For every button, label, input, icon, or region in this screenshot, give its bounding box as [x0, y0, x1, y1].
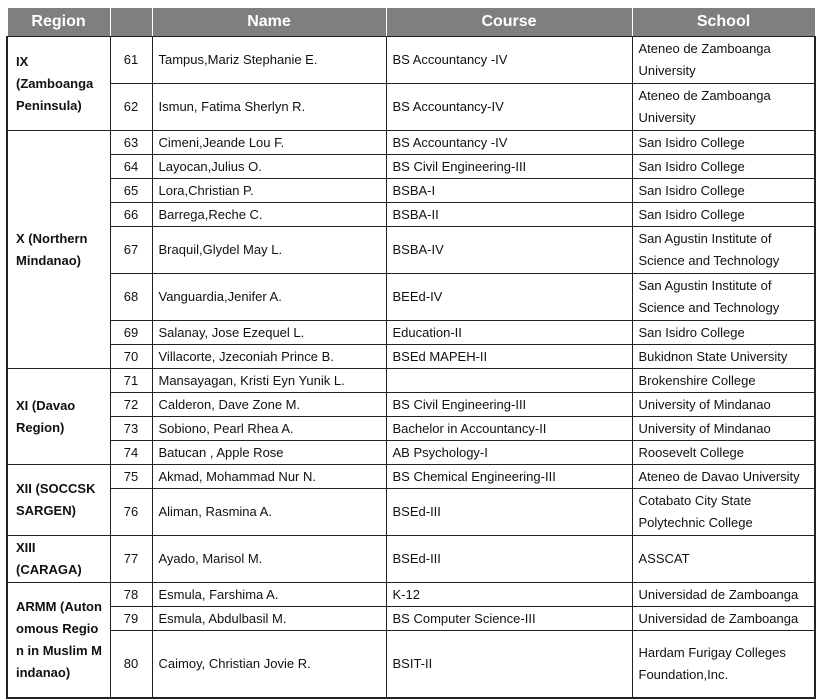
- table-row: [7, 321, 815, 345]
- row-number: 79: [110, 607, 152, 631]
- row-number: 67: [110, 227, 152, 274]
- row-number: 76: [110, 489, 152, 536]
- row-number: 63: [110, 131, 152, 155]
- table-row: [7, 417, 815, 441]
- school-cell: San Isidro College: [632, 131, 815, 155]
- name-cell: Barrega,Reche C.: [152, 203, 386, 227]
- row-number: 71: [110, 369, 152, 393]
- table-row: [7, 536, 815, 583]
- course-cell: BEEd-IV: [386, 274, 632, 321]
- region-cell: XIII (CARAGA): [7, 536, 110, 583]
- school-cell: Ateneo de Davao University: [632, 465, 815, 489]
- table-row: [7, 155, 815, 179]
- school-cell: San Isidro College: [632, 179, 815, 203]
- course-cell: BS Civil Engineering-III: [386, 155, 632, 179]
- table-row: [7, 369, 815, 393]
- name-cell: Tampus,Mariz Stephanie E.: [152, 37, 386, 84]
- name-cell: Ayado, Marisol M.: [152, 536, 386, 583]
- course-cell: BS Computer Science-III: [386, 607, 632, 631]
- table-row: [7, 465, 815, 489]
- school-cell: San Agustin Institute of Science and Technology: [632, 227, 815, 274]
- course-cell: BS Accountancy -IV: [386, 131, 632, 155]
- row-number: 69: [110, 321, 152, 345]
- table-row: [7, 631, 815, 699]
- school-cell: Roosevelt College: [632, 441, 815, 465]
- row-number: 62: [110, 84, 152, 131]
- header-row: [7, 8, 815, 37]
- school-cell: Universidad de Zamboanga: [632, 607, 815, 631]
- school-cell: Ateneo de Zamboanga University: [632, 37, 815, 84]
- course-cell: [386, 369, 632, 393]
- row-number: 75: [110, 465, 152, 489]
- course-cell: BSEd MAPEH-II: [386, 345, 632, 369]
- course-cell: BSEd-III: [386, 536, 632, 583]
- name-cell: Salanay, Jose Ezequel L.: [152, 321, 386, 345]
- row-number: 78: [110, 583, 152, 607]
- table-row: [7, 274, 815, 321]
- school-cell: San Isidro College: [632, 321, 815, 345]
- course-cell: BSEd-III: [386, 489, 632, 536]
- table-row: [7, 203, 815, 227]
- table-row: [7, 489, 815, 536]
- school-cell: University of Mindanao: [632, 393, 815, 417]
- school-cell: San Isidro College: [632, 155, 815, 179]
- course-cell: BSBA-I: [386, 179, 632, 203]
- course-cell: BS Chemical Engineering-III: [386, 465, 632, 489]
- school-cell: Brokenshire College: [632, 369, 815, 393]
- row-number: 70: [110, 345, 152, 369]
- school-cell: San Agustin Institute of Science and Technology: [632, 274, 815, 321]
- table-row: [7, 441, 815, 465]
- header-course: Course: [386, 8, 632, 37]
- course-cell: AB Psychology-I: [386, 441, 632, 465]
- name-cell: Akmad, Mohammad Nur N.: [152, 465, 386, 489]
- school-cell: San Isidro College: [632, 203, 815, 227]
- course-cell: Education-II: [386, 321, 632, 345]
- table-row: [7, 345, 815, 369]
- course-cell: Bachelor in Accountancy-II: [386, 417, 632, 441]
- name-cell: Cimeni,Jeande Lou F.: [152, 131, 386, 155]
- row-number: 74: [110, 441, 152, 465]
- region-cell: XII (SOCCSKSARGEN): [7, 465, 110, 536]
- name-cell: Vanguardia,Jenifer A.: [152, 274, 386, 321]
- region-cell: IX (Zamboanga Peninsula): [7, 37, 110, 131]
- row-number: 68: [110, 274, 152, 321]
- header-region: Region: [7, 8, 110, 37]
- header-school: School: [632, 8, 815, 37]
- name-cell: Sobiono, Pearl Rhea A.: [152, 417, 386, 441]
- name-cell: Ismun, Fatima Sherlyn R.: [152, 84, 386, 131]
- table-row: [7, 179, 815, 203]
- course-cell: BSBA-II: [386, 203, 632, 227]
- course-cell: BS Accountancy -IV: [386, 37, 632, 84]
- table-row: [7, 37, 815, 84]
- table-row: [7, 393, 815, 417]
- row-number: 61: [110, 37, 152, 84]
- name-cell: Mansayagan, Kristi Eyn Yunik L.: [152, 369, 386, 393]
- name-cell: Caimoy, Christian Jovie R.: [152, 631, 386, 699]
- course-cell: K-12: [386, 583, 632, 607]
- table-row: [7, 607, 815, 631]
- name-cell: Villacorte, Jzeconiah Prince B.: [152, 345, 386, 369]
- name-cell: Esmula, Abdulbasil M.: [152, 607, 386, 631]
- course-cell: BS Civil Engineering-III: [386, 393, 632, 417]
- row-number: 73: [110, 417, 152, 441]
- school-cell: Universidad de Zamboanga: [632, 583, 815, 607]
- name-cell: Batucan , Apple Rose: [152, 441, 386, 465]
- course-cell: BSBA-IV: [386, 227, 632, 274]
- region-cell: X (Northern Mindanao): [7, 131, 110, 369]
- table-row: [7, 583, 815, 607]
- table-row: [7, 131, 815, 155]
- row-number: 66: [110, 203, 152, 227]
- course-cell: BS Accountancy-IV: [386, 84, 632, 131]
- row-number: 65: [110, 179, 152, 203]
- student-table: [6, 7, 816, 699]
- school-cell: ASSCAT: [632, 536, 815, 583]
- row-number: 77: [110, 536, 152, 583]
- name-cell: Aliman, Rasmina A.: [152, 489, 386, 536]
- header-number: [110, 8, 152, 37]
- school-cell: Ateneo de Zamboanga University: [632, 84, 815, 131]
- school-cell: Cotabato City State Polytechnic College: [632, 489, 815, 536]
- course-cell: BSIT-II: [386, 631, 632, 699]
- school-cell: Bukidnon State University: [632, 345, 815, 369]
- school-cell: Hardam Furigay Colleges Foundation,Inc.: [632, 631, 815, 699]
- row-number: 64: [110, 155, 152, 179]
- name-cell: Lora,Christian P.: [152, 179, 386, 203]
- school-cell: University of Mindanao: [632, 417, 815, 441]
- name-cell: Calderon, Dave Zone M.: [152, 393, 386, 417]
- row-number: 72: [110, 393, 152, 417]
- region-cell: ARMM (Autonomous Region in Muslim Mindanao): [7, 583, 110, 699]
- name-cell: Braquil,Glydel May L.: [152, 227, 386, 274]
- name-cell: Layocan,Julius O.: [152, 155, 386, 179]
- header-name: Name: [152, 8, 386, 37]
- row-number: 80: [110, 631, 152, 699]
- table-row: [7, 84, 815, 131]
- region-cell: XI (Davao Region): [7, 369, 110, 465]
- name-cell: Esmula, Farshima A.: [152, 583, 386, 607]
- table-row: [7, 227, 815, 274]
